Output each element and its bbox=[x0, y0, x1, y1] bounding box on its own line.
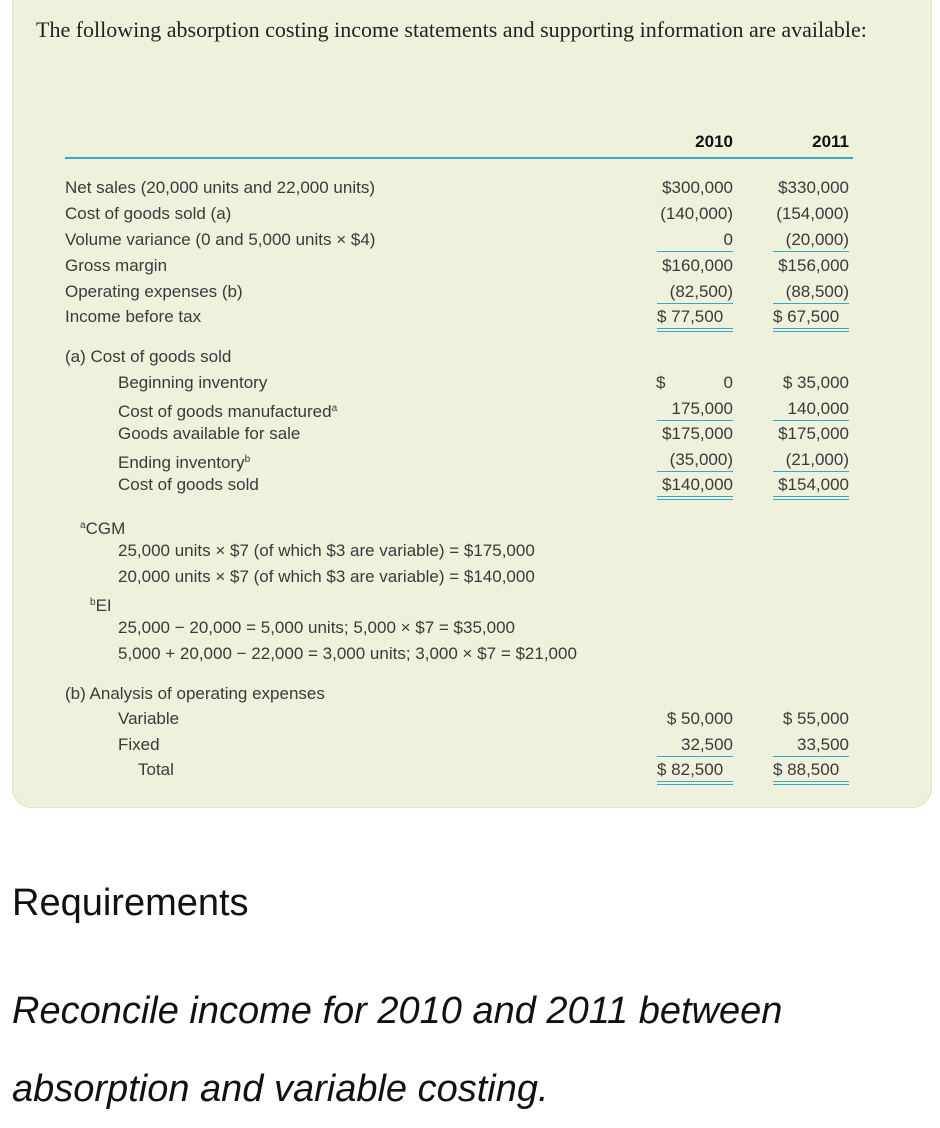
cogs-label-cgm-text: Cost of goods manufactured bbox=[118, 402, 332, 421]
is-label-cogs: Cost of goods sold (a) bbox=[65, 204, 232, 223]
requirements-heading: Requirements bbox=[12, 882, 249, 924]
cogs-label-ending-inventory-text: Ending inventory bbox=[118, 453, 245, 472]
note-cgm-line-1: 25,000 units × $7 (of which $3 are variable) = $175,000 bbox=[118, 541, 535, 560]
is-2011-operating-expenses: (88,500) bbox=[773, 281, 849, 304]
is-2010-volume-variance: 0 bbox=[657, 229, 733, 252]
is-2011-cogs: (154,000) bbox=[776, 204, 849, 223]
is-label-net-sales: Net sales (20,000 units and 22,000 units) bbox=[65, 178, 375, 197]
cogs-2011-goods-available: $175,000 bbox=[778, 424, 849, 443]
cogs-2010-goods-available: $175,000 bbox=[662, 424, 733, 443]
cogs-label-ending-inventory bbox=[118, 449, 250, 474]
cogs-label-cgm-sup: a bbox=[331, 403, 338, 414]
is-2010-gross-margin: $160,000 bbox=[662, 256, 733, 275]
is-label-gross-margin: Gross margin bbox=[65, 256, 168, 275]
cogs-label-goods-available: Goods available for sale bbox=[118, 424, 301, 443]
note-ei-label: EI bbox=[95, 596, 112, 615]
opex-2011-variable: $ 55,000 bbox=[782, 709, 849, 728]
opex-2010-total: $ 82,500 bbox=[657, 759, 733, 785]
is-label-operating-expenses: Operating expenses (b) bbox=[65, 282, 243, 301]
note-ei-sup: b bbox=[90, 597, 96, 608]
cogs-2011-cost-of-goods-sold: $154,000 bbox=[773, 474, 849, 500]
cogs-2010-cgm: 175,000 bbox=[657, 398, 733, 421]
cogs-2010-beginning-symbol: $ bbox=[656, 373, 666, 392]
opex-label-fixed: Fixed bbox=[118, 735, 160, 754]
cogs-label-beginning-inventory: Beginning inventory bbox=[118, 373, 268, 392]
note-ei-heading bbox=[90, 592, 112, 617]
cogs-2010-cost-of-goods-sold: $140,000 bbox=[657, 474, 733, 500]
cogs-2010-ending-inventory: (35,000) bbox=[657, 449, 733, 472]
is-2010-cogs: (140,000) bbox=[660, 204, 733, 223]
is-2011-gross-margin: $156,000 bbox=[778, 256, 849, 275]
is-2011-volume-variance: (20,000) bbox=[773, 229, 849, 252]
is-label-volume-variance: Volume variance (0 and 5,000 units × $4) bbox=[65, 230, 376, 249]
cogs-label-ending-inventory-sup: b bbox=[244, 454, 251, 465]
cogs-2011-beginning-inventory: $ 35,000 bbox=[782, 373, 849, 392]
requirement-text: Reconcile income for 2010 and 2011 between absorption and variable costing. bbox=[12, 990, 783, 1110]
cogs-2011-ending-inventory: (21,000) bbox=[773, 449, 849, 472]
note-cgm-line-2: 20,000 units × $7 (of which $3 are variable) = $140,000 bbox=[118, 567, 535, 586]
cogs-title: (a) Cost of goods sold bbox=[65, 347, 232, 366]
is-2011-income-before-tax: $ 67,500 bbox=[773, 306, 849, 332]
note-ei-line-1: 25,000 − 20,000 = 5,000 units; 5,000 × $7 = $35,000 bbox=[118, 618, 516, 637]
is-2010-income-before-tax: $ 77,500 bbox=[657, 306, 733, 332]
opex-2011-fixed: 33,500 bbox=[773, 734, 849, 757]
header-rule bbox=[65, 157, 853, 159]
note-cgm-heading bbox=[80, 515, 125, 540]
is-2010-operating-expenses: (82,500) bbox=[657, 281, 733, 304]
opex-label-total: Total bbox=[138, 760, 174, 779]
is-2010-net-sales: $300,000 bbox=[662, 178, 733, 197]
header-2011: 2011 bbox=[812, 132, 849, 151]
opex-2010-variable: $ 50,000 bbox=[666, 709, 733, 728]
opex-2011-total: $ 88,500 bbox=[773, 759, 849, 785]
cogs-label-cgm bbox=[118, 398, 337, 423]
is-label-income-before-tax: Income before tax bbox=[65, 307, 202, 326]
cogs-2010-beginning-inventory: 0 bbox=[723, 373, 733, 392]
header-2010: 2010 bbox=[695, 132, 733, 151]
note-cgm-sup: a bbox=[80, 520, 86, 531]
cogs-label-cost-of-goods-sold: Cost of goods sold bbox=[118, 475, 259, 494]
note-cgm-label: CGM bbox=[85, 519, 126, 538]
cogs-2011-cgm: 140,000 bbox=[773, 398, 849, 421]
note-ei-line-2: 5,000 + 20,000 − 22,000 = 3,000 units; 3,000 × $7 = $21,000 bbox=[118, 644, 577, 663]
intro-text: The following absorption costing income statements and supporting information are available: bbox=[36, 17, 867, 42]
is-2011-net-sales: $330,000 bbox=[778, 178, 849, 197]
opex-title: (b) Analysis of operating expenses bbox=[65, 684, 325, 703]
opex-2010-fixed: 32,500 bbox=[657, 734, 733, 757]
opex-label-variable: Variable bbox=[118, 709, 180, 728]
